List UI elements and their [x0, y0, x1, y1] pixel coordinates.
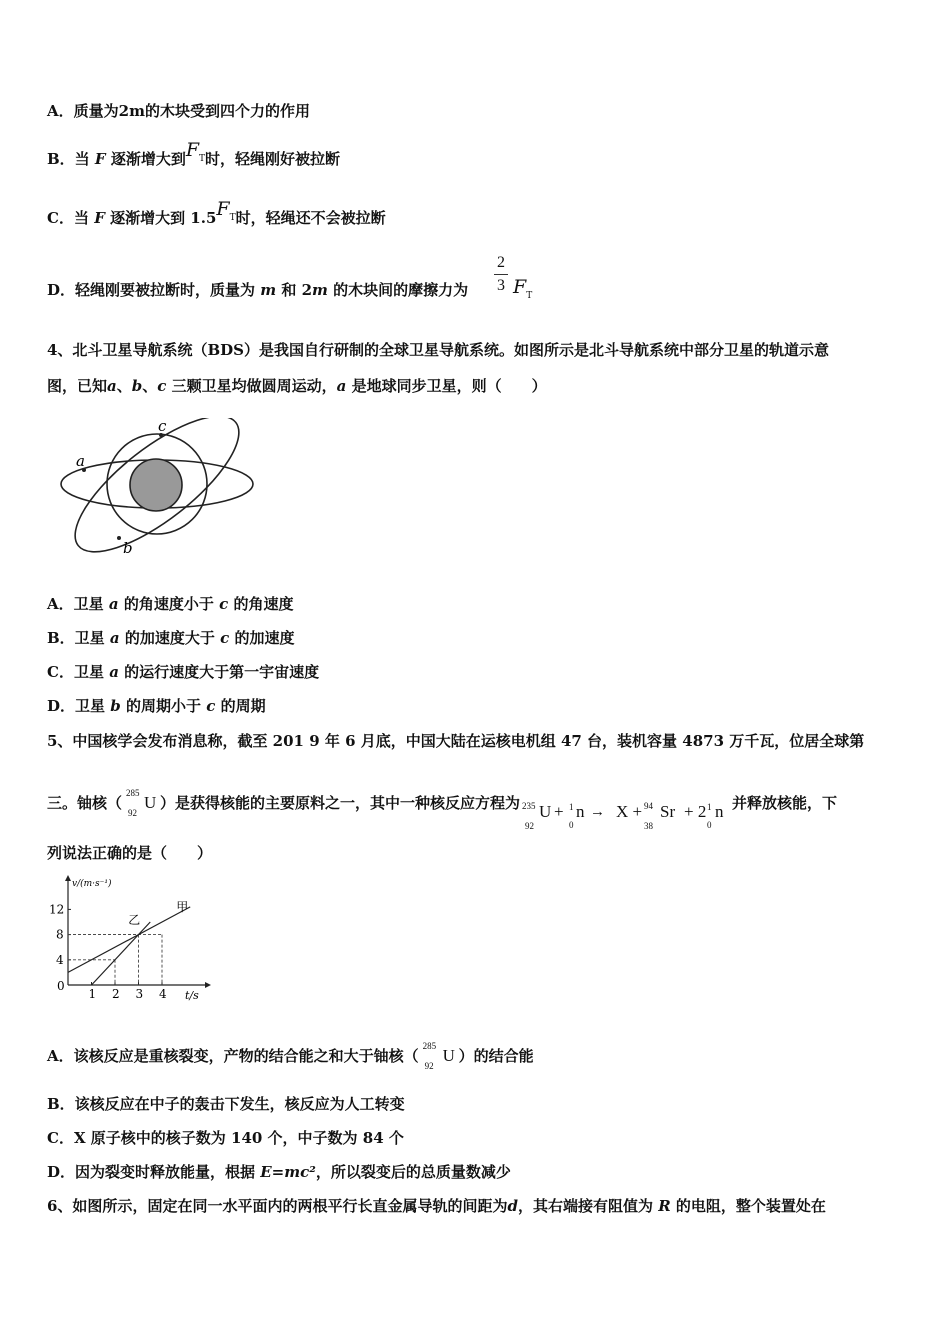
y-tick-label: 4 [56, 952, 64, 967]
q3-option-d: D．轻绳刚要被拉断时，质量为 m 和 2m 的木块间的摩擦力为 [47, 281, 469, 299]
label-a: a [76, 452, 85, 470]
x-tick-label: 2 [112, 987, 120, 1001]
x-tick-label: 3 [135, 987, 144, 1001]
label-b: b [123, 539, 133, 557]
origin-label: 0 [57, 979, 65, 993]
x-tick-label: 1 [88, 987, 97, 1001]
y-axis-label: v/(m·s⁻¹) [72, 879, 112, 889]
x-axis-label: t/s [185, 989, 199, 1002]
earth [130, 459, 182, 511]
q4-option-b: B．卫星 a 的加速度大于 c 的加速度 [47, 629, 295, 647]
q5-line2: 三。铀核（ 285 92 U ）是获得核能的主要原料之一，其中一种核反应方程为 235 92 U + 1 0 n → X + 94 38 Sr + 2 1 0 n 并释放核能，下 [47, 788, 838, 831]
q4-option-a: A．卫星 a 的角速度小于 c 的角速度 [47, 595, 294, 613]
q4-option-d: D．卫星 b 的周期小于 c 的周期 [47, 697, 266, 715]
q4-option-c: C．卫星 a 的运行速度大于第一宇宙速度 [47, 663, 320, 681]
satellite-b [117, 536, 121, 540]
label-c: c [158, 418, 167, 435]
satellite-orbit-diagram [55, 418, 265, 558]
y-tick-label: 8 [56, 927, 64, 942]
q3-option-c: C．当 F 逐渐增大到 $1.5F_T$时，轻绳还不会被拉断 [47, 198, 386, 227]
ft-symbol: $F_T$ [216, 198, 236, 223]
isotope-u285: 285 92 U [126, 788, 157, 818]
q5-option-c: C．X 原子核中的核子数为 140 个，中子数为 84 个 [47, 1129, 404, 1147]
x-tick-label: 4 [159, 987, 167, 1001]
series-label: 甲 [176, 899, 189, 914]
q5-option-d: D．因为裂变时释放能量，根据 E=mc²，所以裂变后的总质量数减少 [47, 1163, 511, 1181]
q5-line3: 列说法正确的是（ ） [47, 844, 213, 862]
series-line-yi [92, 922, 151, 985]
ft-symbol: $F_T$ [185, 139, 206, 164]
ft-symbol: $F_T$ [513, 276, 533, 301]
q5-option-b: B．该核反应在中子的轰击下发生，核反应为人工转变 [47, 1095, 405, 1113]
isotope-u285: 285 92 U [422, 1041, 455, 1071]
q4-line2: 图，已知a、b、c 三颗卫星均做圆周运动，a 是地球同步卫星，则（ ） [47, 377, 547, 395]
q6-line1: 6、如图所示，固定在同一水平面内的两根平行长直金属导轨的间距为d，其右端接有阻值为 R 的电阻，整个装置处在 [47, 1197, 826, 1215]
q5-option-a: A．该核反应是重核裂变，产物的结合能之和大于铀核（ 285 92 U ）的结合能 [47, 1041, 534, 1071]
q4-line1: 4、北斗卫星导航系统（BDS）是我国自行研制的全球卫星导航系统。如图所示是北斗导航系统中部分卫星的轨道示意 [47, 341, 829, 359]
q3-option-a: A．质量为2m的木块受到四个力的作用 [47, 102, 310, 120]
y-tick-label: 12 [49, 902, 65, 917]
x-axis-arrow [205, 982, 211, 988]
fraction-two-thirds: 2 3 [494, 254, 508, 295]
q5-line1: 5、中国核学会发布消息称，截至 201 9 年 6 月底，中国大陆在运核电机组 47 台，装机容量 4873 万千瓦，位居全球第 [47, 732, 865, 750]
series-label: 乙 [128, 913, 141, 927]
q3-option-b: B．当 F 逐渐增大到$F_T$时，轻绳刚好被拉断 [47, 139, 341, 168]
y-axis-arrow [65, 875, 71, 881]
velocity-time-chart [45, 872, 215, 1002]
